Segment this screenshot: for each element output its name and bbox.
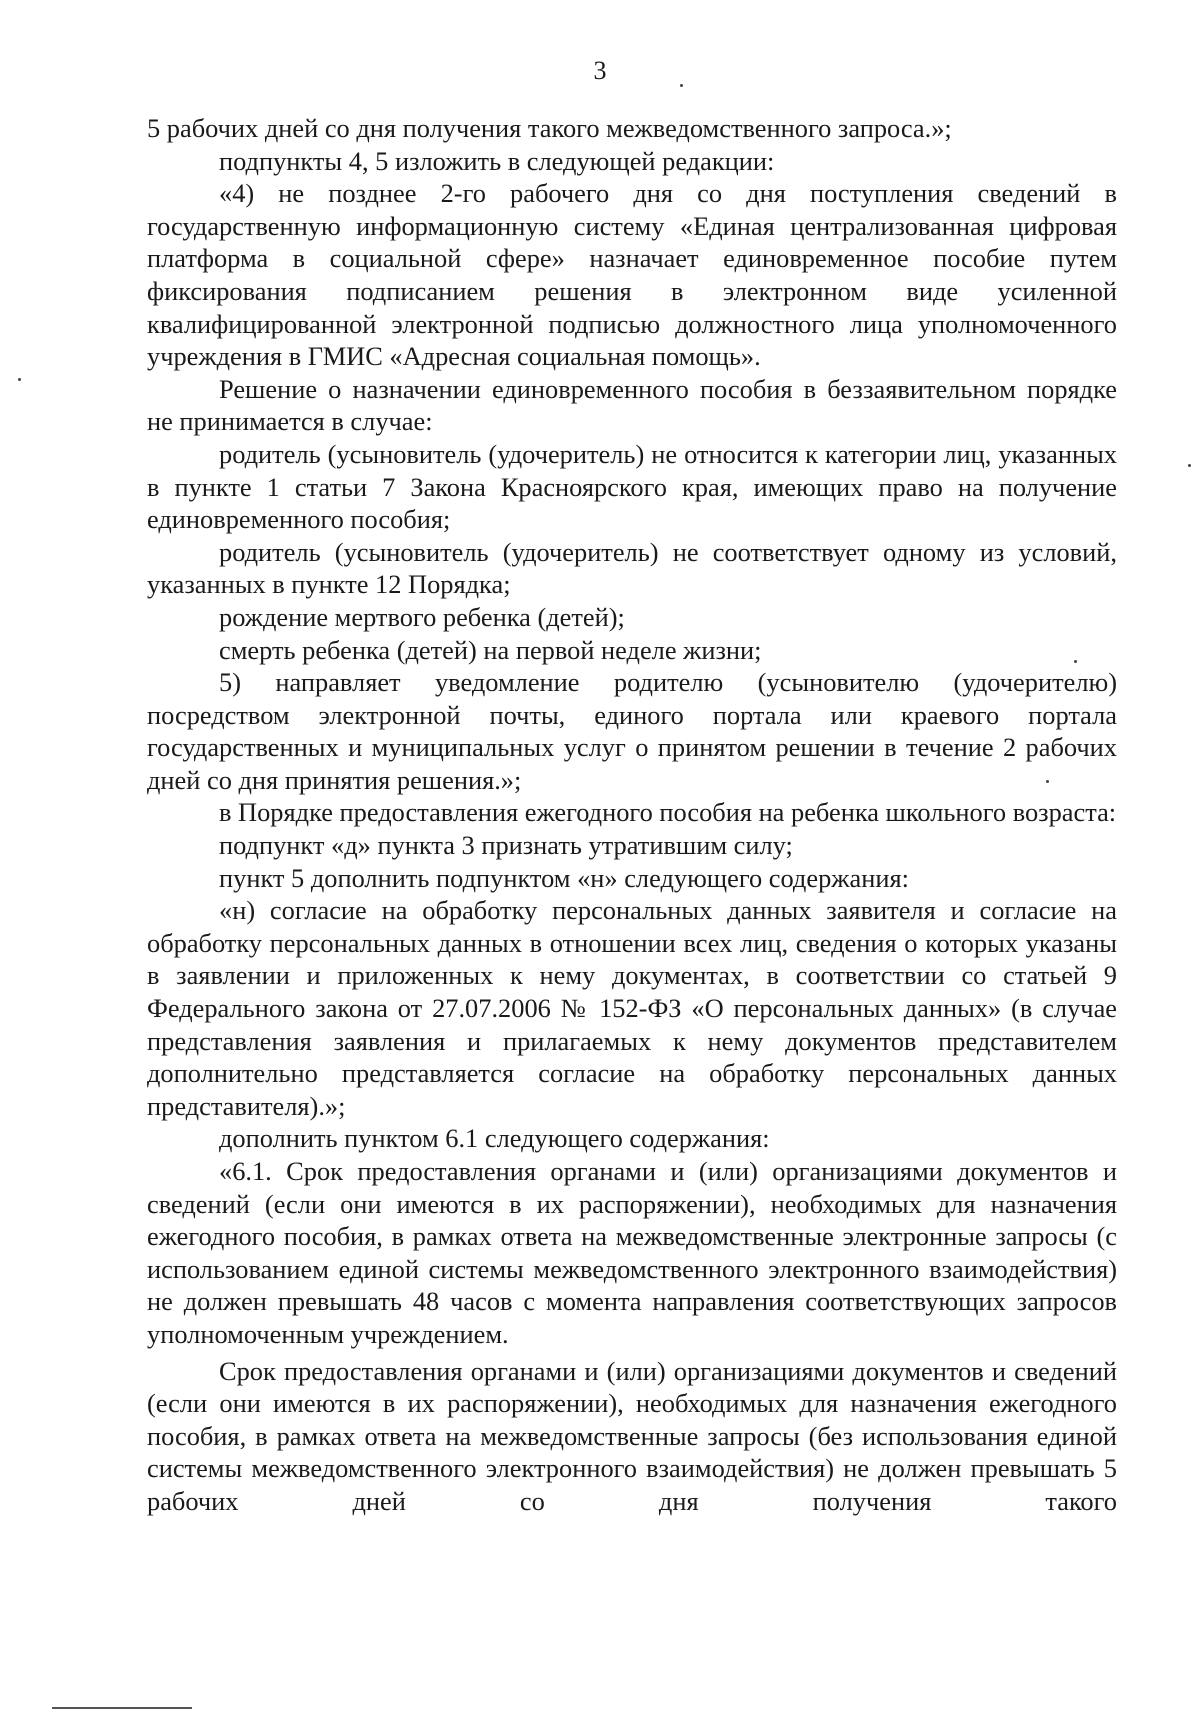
paragraph: Решение о назначении единовременного пособия в беззаявительном порядке не принимается в случае: <box>147 373 1117 437</box>
scan-speck <box>1188 464 1191 467</box>
paragraph: родитель (усыновитель (удочеритель) не относится к категории лиц, указанных в пункте 1 статьи 7 Закона Красноярского края, имеющих право на получение единовременного пособия; <box>147 438 1117 535</box>
paragraph: подпункт «д» пункта 3 признать утратившим силу; <box>219 830 793 861</box>
paragraph: в Порядке предоставления ежегодного пособия на ребенка школьного возраста: <box>219 797 1117 828</box>
paragraph: рождение мертвого ребенка (детей); <box>219 601 625 632</box>
scan-speck <box>680 84 683 87</box>
scan-speck <box>1046 780 1049 783</box>
scan-speck <box>18 378 21 381</box>
paragraph: родитель (усыновитель (удочеритель) не соответствует одному из условий, указанных в пункте 12 Порядка; <box>147 536 1117 600</box>
document-body <box>147 112 1117 1518</box>
paragraph: дополнить пунктом 6.1 следующего содержания: <box>219 1123 770 1154</box>
paragraph: подпункты 4, 5 изложить в следующей редакции: <box>219 145 775 176</box>
paragraph: «н) согласие на обработку персональных данных заявителя и согласие на обработку персональных данных в отношении всех лиц, сведения о которых указаны в заявлении и приложенных к нему документах, в соответствии со статьей 9 Федерального закона от 27.07.2006 № 152-ФЗ «О персональных данных» (в случае представления заявления и прилагаемых к нему документов представителем дополнительно представляется согласие на обработку персональных данных представителя).»; <box>147 895 1117 1121</box>
paragraph-continued: Срок предоставления органами и (или) организациями документов и сведений (если они имеются в их распоряжении), необходимых для назначения ежегодного пособия, в рамках ответа на межведомственные запросы (без использования единой системы межведомственного электронного взаимодействия) не должен превышать 5 рабочих дней со дня получения такого <box>147 1355 1117 1516</box>
paragraph: «6.1. Срок предоставления органами и (или) организациями документов и сведений (если они имеются в их распоряжении), необходимых для назначения ежегодного пособия, в рамках ответа на межведомственные электронные запросы (с использованием единой системы межведомственного электронного взаимодействия) не должен превышать 48 часов с момента направления соответствующих запросов уполномоченным учреждением. <box>147 1156 1117 1349</box>
page-number: 3 <box>593 56 607 85</box>
paragraph: пункт 5 дополнить подпунктом «н» следующего содержания: <box>219 862 909 893</box>
scan-speck <box>1074 660 1077 663</box>
paragraph: 5) направляет уведомление родителю (усыновителю (удочерителю) посредством электронной почты, единого портала или краевого портала государственных и муниципальных услуг о принятом решении в течение 2 рабочих дней со дня принятия решения.»; <box>147 667 1117 795</box>
paragraph: 5 рабочих дней со дня получения такого межведомственного запроса.»; <box>147 113 952 143</box>
scan-edge-line <box>52 1707 192 1709</box>
paragraph: смерть ребенка (детей) на первой неделе жизни; <box>219 634 762 665</box>
paragraph: «4) не позднее 2-го рабочего дня со дня поступления сведений в государственную информационную систему «Единая централизованная цифровая платформа в социальной сфере» назначает единовременное пособие путем фиксирования подписанием решения в электронном виде усиленной квалифицированной электронной подписью должностного лица уполномоченного учреждения в ГМИС «Адресная социальная помощь». <box>147 178 1117 372</box>
